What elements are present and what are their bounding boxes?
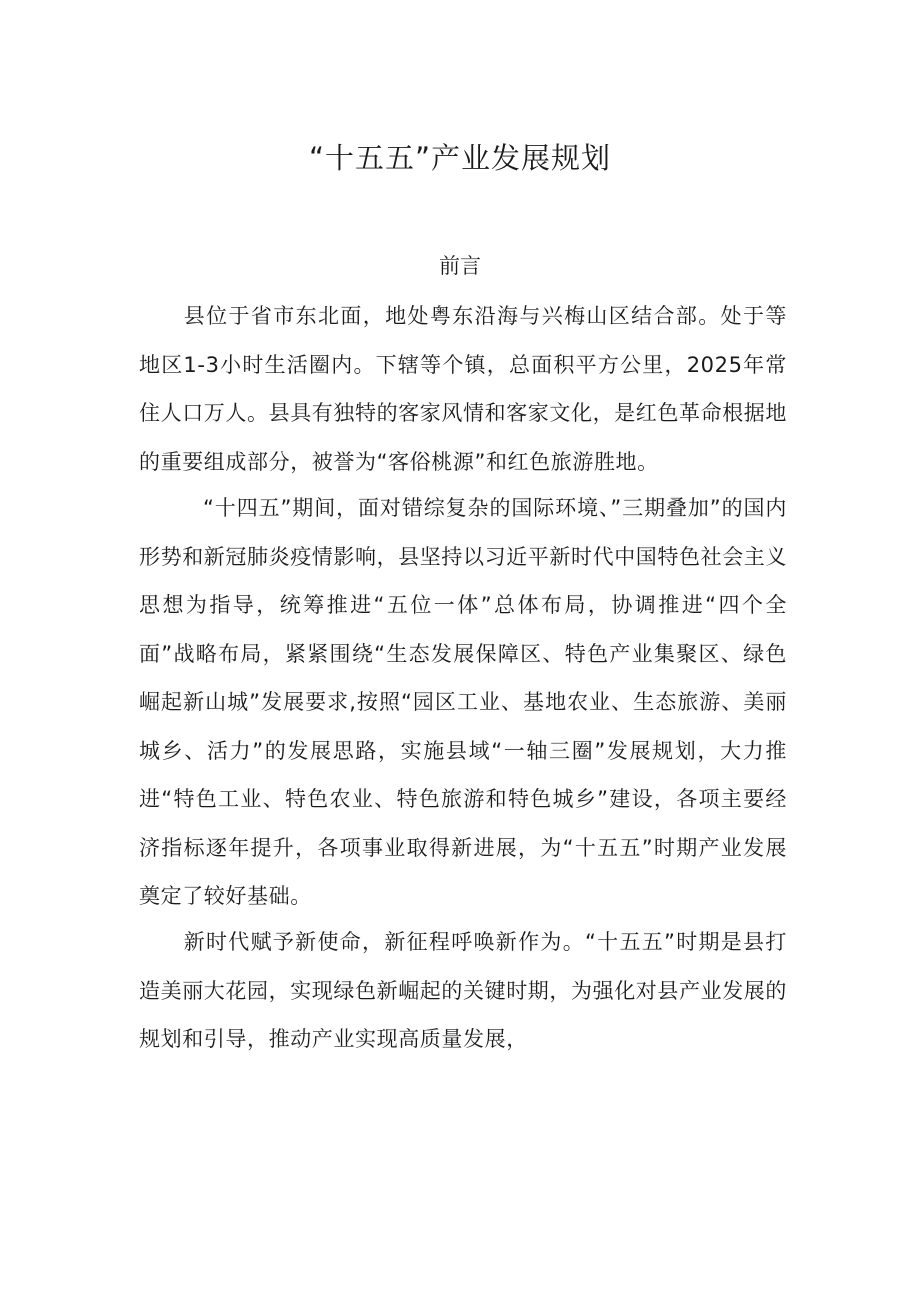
paragraph-2-text: “十四五”期间，面对错综复杂的国际环境、”三期叠加”的国内形势和新冠肺炎疫情影响，县坚持以习近平新时代中国特色社会主义思想为指导，统筹推进“五位一体”总体布局，协调推进“四个全面”战略布局，紧紧围绕“生态发展保障区、特色产业集聚区、绿色崛起新山城”发展要求,按照“园区工业、基地农业、生态旅游、美丽城乡、活力”的发展思路，实施县域“一轴三圈”发展规划，大力推进“特色工业、特色农业、特色旅游和特色城乡”建设，各项主要经济指标逐年提升，各项事业取得新进展，为“十五五”时期产业发展奠定了较好基础。	[139, 496, 787, 908]
paragraph-1	[139, 292, 787, 486]
section-heading-preface: 前言	[439, 254, 481, 278]
paragraph-3-text: 新时代赋予新使命，新征程呼唤新作为。“十五五”时期是县打造美丽大花园，实现绿色新崛起的关键时期，为强化对县产业发展的规划和引导，推动产业实现高质量发展，	[139, 930, 787, 1051]
paragraph-1-text: 县位于省市东北面，地处粤东沿海与兴梅山区结合部。处于等地区1-3小时生活圈内。下辖等个镇，总面积平方公里，2025年常住人口万人。县具有独特的客家风情和客家文化，是红色革命根据地的重要组成部分，被誉为“客俗桃源”和红色旅游胜地。	[139, 304, 787, 474]
paragraph-3	[139, 918, 787, 1064]
paragraph-2	[139, 484, 787, 921]
document-title: “十五五”产业发展规划	[308, 141, 612, 175]
